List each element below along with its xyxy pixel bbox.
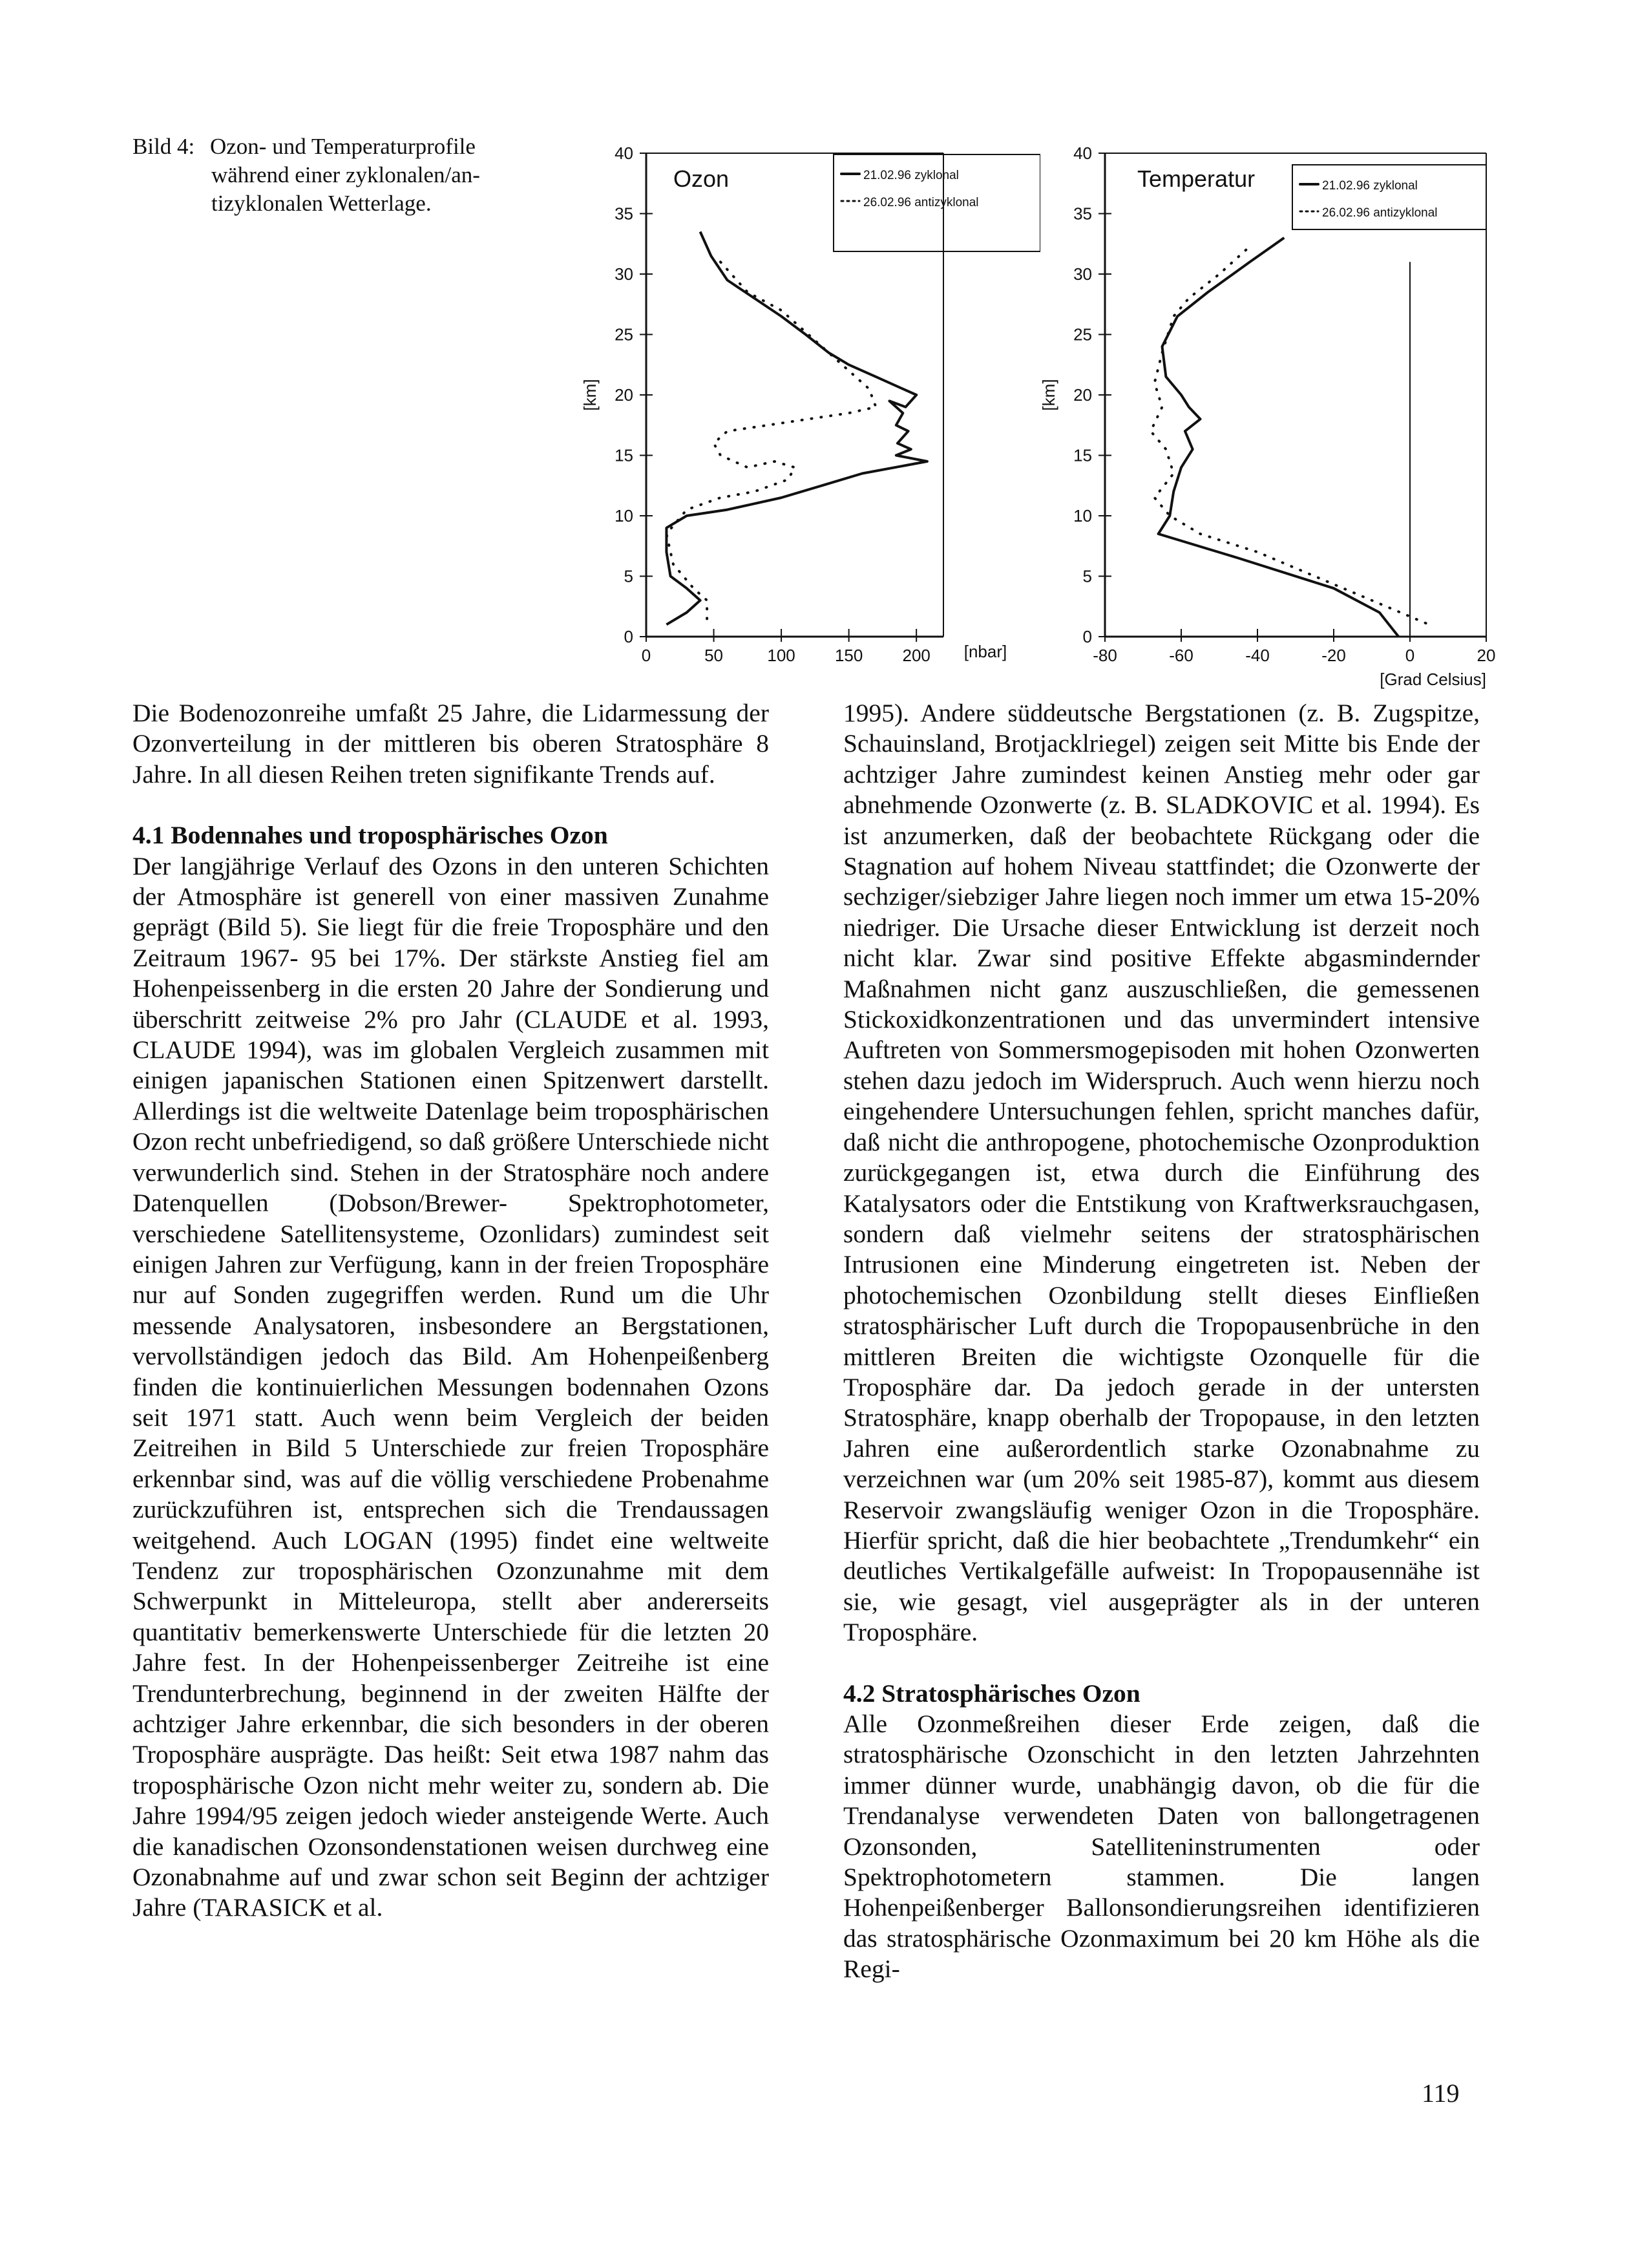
temperature-profile-chart: [1034, 132, 1512, 701]
left-column: [132, 698, 769, 1924]
y-tick-label: 5: [1082, 566, 1092, 586]
x-tick-label: 150: [834, 646, 863, 665]
series-line-antizyklonal: [1151, 250, 1429, 625]
y-tick-label: 0: [624, 627, 633, 646]
series-line-antizyklonal: [666, 262, 876, 624]
section-heading-4-1: 4.1 Bodennahes und troposphärisches Ozon: [132, 821, 608, 850]
y-axis-label: [km]: [580, 379, 600, 411]
intro-paragraph: Die Bodenozonreihe umfaßt 25 Jahre, die Lidarmessung der Ozonverteilung in der mittleren bis oberen Stratosphäre 8 Jahre. In all diesen Reihen treten signifikante Trends auf.: [132, 699, 769, 789]
x-tick-label: 100: [767, 646, 795, 665]
page-number: 119: [1422, 2079, 1460, 2108]
temperature-profile-svg: [1034, 132, 1512, 701]
y-tick-label: 20: [1073, 385, 1092, 405]
legend-label: 26.02.96 antizyklonal: [863, 196, 979, 209]
y-tick-label: 25: [615, 324, 633, 344]
caption-line-1: Ozon- und Temperaturprofile: [210, 134, 476, 159]
y-tick-label: 15: [1073, 445, 1092, 465]
series-line-zyklonal: [666, 232, 927, 625]
ozone-profile-svg: [562, 132, 1040, 675]
y-tick-label: 25: [1073, 324, 1092, 344]
y-axis-label: [km]: [1039, 379, 1058, 411]
caption-label: Bild 4:: [132, 134, 195, 159]
chart-title: Temperatur: [1137, 165, 1256, 192]
continuation-paragraph: 1995). Andere süddeutsche Bergstationen (z. B. Zugspitze, Schauinsland, Brotjacklriegel) zeigen seit Mitte bis Ende der achtziger Jahre zumindest keinen Anstieg mehr oder gar abnehmende Ozonwerte (z. B. SLADKOVIC et al. 1994). Es ist anzumerken, daß der beobachtete Rückgang oder die Stagnation auf hohem Niveau stattfindet; die Ozonwerte der sechziger/siebziger Jahre liegen noch immer um etwa 15-20% niedriger. Die Ursache dieser Entwicklung ist derzeit noch nicht klar. Zwar sind positive Effekte abgasmindernder Maßnahmen nicht ganz auszuschließen, die gemessenen Stickoxidkonzentrationen und das unvermindert intensive Auftreten von Sommersmogepisoden mit hohen Ozonwerten stehen dazu jedoch im Widerspruch. Auch wenn hierzu noch eingehendere Untersuchungen fehlen, spricht manches dafür, daß nicht die anthropogene, photochemische Ozonproduktion zurückgegangen ist, etwa durch die Einführung des Katalysators oder die Entstikung von Kraftwerksrauchgasen, sondern daß vielmehr seitens der stratosphärischen Intrusionen eine Minderung eingetreten ist. Neben der photochemischen Ozonbildung stellt dieses Einfließen stratosphärischer Luft durch die Tropopausenbrüche in den mittleren Breiten die wichtigste Ozonquelle für die Troposphäre dar. Da jedoch gerade in der untersten Stratosphäre, knapp oberhalb der Tropopause, in den letzten Jahren eine außerordentlich starke Ozonabnahme zu verzeichnen war (um 20% seit 1985-87), kommt aus diesem Reservoir zwangsläufig weniger Ozon in die Troposphäre. Hierfür spricht, daß die hier beobachtete „Trendumkehr“ ein deutliches Vertikalgefälle aufweist: In Tropopausennähe ist sie, wie gesagt, viel ausgeprägter als in der unteren Troposphäre.: [843, 699, 1480, 1647]
caption-line-2: während einer zyklonalen/an-: [211, 162, 480, 187]
x-tick-label: -40: [1245, 646, 1270, 665]
y-tick-label: 10: [1073, 506, 1092, 525]
y-tick-label: 30: [1073, 264, 1092, 284]
chart-title: Ozon: [673, 165, 730, 192]
right-column: [843, 698, 1480, 1985]
x-tick-label: 200: [902, 646, 930, 665]
y-tick-label: 10: [615, 506, 633, 525]
x-tick-label: 50: [704, 646, 724, 665]
x-tick-label: -60: [1169, 646, 1193, 665]
y-tick-label: 30: [615, 264, 633, 284]
x-unit-label: [Grad Celsius]: [1380, 670, 1486, 689]
caption-line-3: tizyklonalen Wetterlage.: [211, 191, 432, 216]
figure-caption: [132, 132, 533, 218]
legend-label: 26.02.96 antizyklonal: [1322, 206, 1438, 220]
series-line-zyklonal: [1159, 238, 1399, 637]
legend-label: 21.02.96 zyklonal: [863, 169, 959, 182]
x-tick-label: 0: [1405, 646, 1415, 665]
y-tick-label: 35: [1073, 204, 1092, 224]
y-tick-label: 5: [624, 566, 633, 586]
legend-box: [1292, 165, 1486, 229]
y-tick-label: 40: [1073, 143, 1092, 163]
x-tick-label: -80: [1093, 646, 1117, 665]
x-tick-label: 20: [1477, 646, 1496, 665]
section-4-1-paragraph: Der langjährige Verlauf des Ozons in den unteren Schichten der Atmosphäre ist generell von einer massiven Zunahme geprägt (Bild 5). Sie liegt für die freie Troposphäre und den Zeitraum 1967- 95 bei 17%. Der stärkste Anstieg fiel am Hohenpeissenberg in die ersten 20 Jahre der Sondierung und überschritt zeitweise 2% pro Jahr (CLAUDE et al. 1993, CLAUDE 1994), was im globalen Vergleich zusammen mit einigen japanischen Stationen einen Spitzenwert darstellt. Allerdings ist die weltweite Datenlage beim troposphärischen Ozon recht unbefriedigend, so daß größere Unterschiede nicht verwunderlich sind. Stehen in der Stratosphäre noch andere Datenquellen (Dobson/Brewer- Spektrophotometer, verschiedene Satellitensysteme, Ozonlidars) zumindest seit einigen Jahren zur Verfügung, kann in der freien Troposphäre nur auf Sonden zugegriffen werden. Rund um die Uhr messende Analysatoren, insbesondere an Bergstationen, vervollständigen jedoch das Bild. Am Hohenpeißenberg finden die kontinuierlichen Messungen bodennahen Ozons seit 1971 statt. Auch wenn beim Vergleich der beiden Zeitreihen in Bild 5 Unterschiede zur freien Troposphäre erkennbar sind, was auf die völlig verschiedene Probenahme zurückzuführen ist, entsprechen sich die Trendaussagen weitgehend. Auch LOGAN (1995) findet eine weltweite Tendenz zur troposphärischen Ozonzunahme mit dem Schwerpunkt in Mitteleuropa, stellt aber andererseits quantitativ bemerkenswerte Unterschiede für die letzten 20 Jahre fest. In der Hohenpeissenberger Zeitreihe ist eine Trendunterbrechung, beginnend in der zweiten Hälfte der achtziger Jahre erkennbar, die sich besonders in der oberen Troposphäre ausprägte. Das heißt: Seit etwa 1987 nahm das troposphärische Ozon nicht mehr weiter zu, sondern ab. Die Jahre 1994/95 zeigen jedoch wieder ansteigende Werte. Auch die kanadischen Ozonsondenstationen weisen durchweg eine Ozonabnahme auf und zwar schon seit Beginn der achtziger Jahre (TARASICK et al.: [132, 851, 769, 1922]
x-unit-label: [nbar]: [963, 642, 1007, 661]
section-heading-4-2: 4.2 Stratosphärisches Ozon: [843, 1679, 1141, 1708]
section-4-2-paragraph: Alle Ozonmeßreihen dieser Erde zeigen, daß die stratosphärische Ozonschicht in den letzten Jahrzehnten immer dünner wurde, unabhängig davon, ob die für die Trendanalyse verwendeten Daten von ballongetragenen Ozonsonden, Satelliteninstrumenten oder Spektrophotometern stammen. Die langen Hohenpeißenberger Ballonsondierungsreihen identifizieren das stratosphärische Ozonmaximum bei 20 km Höhe als die Regi-: [843, 1710, 1480, 1984]
y-tick-label: 0: [1082, 627, 1092, 646]
ozone-profile-chart: [562, 132, 1040, 675]
x-tick-label: 0: [641, 646, 651, 665]
legend-label: 21.02.96 zyklonal: [1322, 179, 1418, 193]
y-tick-label: 15: [615, 445, 633, 465]
y-tick-label: 35: [615, 204, 633, 224]
y-tick-label: 20: [615, 385, 633, 405]
y-tick-label: 40: [615, 143, 633, 163]
x-tick-label: -20: [1321, 646, 1346, 665]
